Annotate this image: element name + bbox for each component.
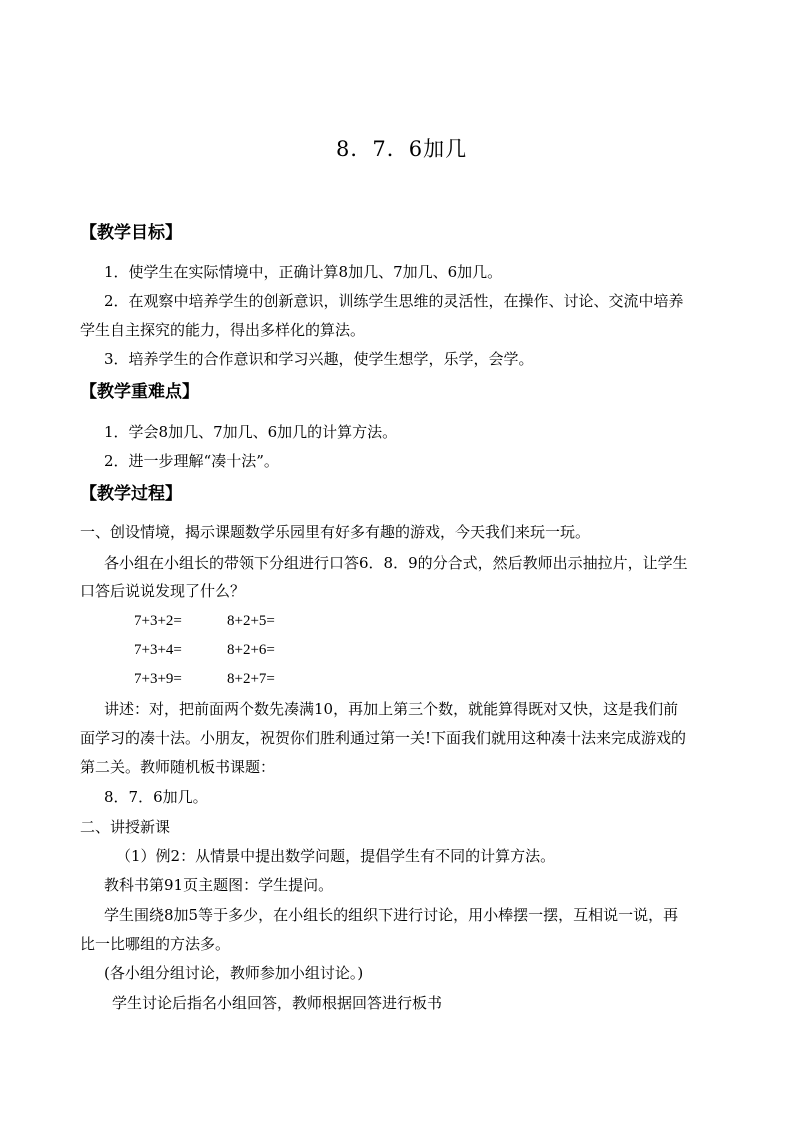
key-point-item: 1．学会8加几、7加几、6加几的计算方法。 bbox=[104, 423, 398, 441]
note-line: (各小组分组讨论，教师参加小组讨论。) bbox=[104, 964, 364, 982]
equation: 7+3+9= bbox=[134, 671, 182, 687]
key-points-heading: 【教学重难点】 bbox=[80, 382, 199, 402]
example-line: （1）例2：从情景中提出数学问题，提倡学生有不同的计算方法。 bbox=[116, 847, 556, 865]
equation: 8+2+6= bbox=[227, 642, 275, 658]
discuss-paragraph: 比一比哪组的方法多。 bbox=[80, 935, 231, 953]
goal-item: 1．使学生在实际情境中，正确计算8加几、7加几、6加几。 bbox=[104, 263, 503, 281]
equation: 7+3+2= bbox=[134, 613, 182, 629]
part1-paragraph: 口答后说说发现了什么？ bbox=[80, 582, 246, 600]
part1-paragraph: 各小组在小组长的带领下分组进行口答6．8．9的分合式，然后教师出示抽拉片，让学生 bbox=[104, 554, 688, 572]
answer-line: 学生讨论后指名小组回答，教师根据回答进行板书 bbox=[112, 994, 443, 1012]
board-title: 8．7．6加几。 bbox=[104, 788, 208, 806]
explain-paragraph: 讲述：对，把前面两个数先凑满10，再加上第三个数，就能算得既对又快，这是我们前 bbox=[104, 700, 679, 718]
part2-title: 二、讲授新课 bbox=[80, 818, 171, 836]
process-heading: 【教学过程】 bbox=[80, 484, 182, 504]
goal-item-continued: 学生自主探究的能力，得出多样化的算法。 bbox=[80, 321, 366, 339]
discuss-paragraph: 学生围绕8加5等于多少，在小组长的组织下进行讨论，用小棒摆一摆，互相说一说，再 bbox=[104, 906, 679, 924]
goal-item: 2．在观察中培养学生的创新意识，训练学生思维的灵活性，在操作、讨论、交流中培养 bbox=[104, 292, 684, 310]
explain-paragraph: 面学习的凑十法。小朋友，祝贺你们胜利通过第一关!下面我们就用这种凑十法来完成游戏的 bbox=[80, 729, 687, 747]
part1-title: 一、创设情境，揭示课题数学乐园里有好多有趣的游戏，今天我们来玩一玩。 bbox=[80, 523, 591, 541]
equation: 7+3+4= bbox=[134, 642, 182, 658]
equation: 8+2+5= bbox=[227, 613, 275, 629]
page-title: 8．7．6加几 bbox=[336, 137, 468, 161]
goals-heading: 【教学目标】 bbox=[80, 223, 182, 243]
key-point-item: 2．进一步理解“凑十法”。 bbox=[104, 452, 279, 470]
explain-paragraph: 第二关。教师随机板书课题： bbox=[80, 758, 276, 776]
goal-item: 3．培养学生的合作意识和学习兴趣，使学生想学，乐学，会学。 bbox=[104, 350, 534, 368]
textbook-line: 教科书第91页主题图：学生提问。 bbox=[104, 876, 334, 894]
equation: 8+2+7= bbox=[227, 671, 275, 687]
